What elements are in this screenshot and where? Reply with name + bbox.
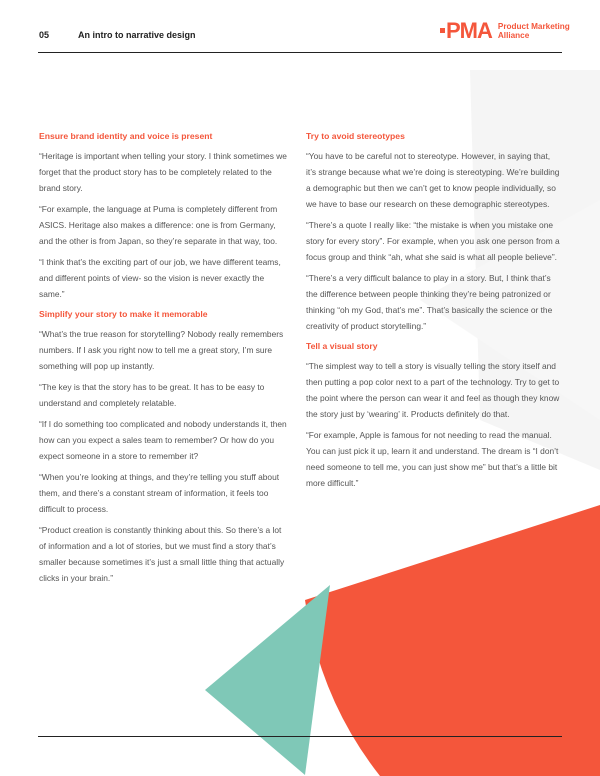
paragraph: “When you’re looking at things, and they’re telling you stuff about them, and there’s a constant stream of information, it feels too difficult to process. — [39, 472, 280, 514]
logo-dot-icon — [440, 28, 445, 33]
paragraph: “There’s a quote I really like: “the mistake is when you mistake one story for every story”. For example, when you ask one person from a focus group and think “ah, what she said is what all people believe”. — [306, 220, 560, 262]
logo-line-1: Product Marketing — [497, 21, 570, 31]
paragraph: “Product creation is constantly thinking about this. So there’s a lot of information and a lot of stories, but we must find a story that’s smaller because sometimes it’s just a small little thing that actually clicks in your brain.” — [39, 525, 285, 583]
paragraph: “For example, Apple is famous for not needing to read the manual. You can just pick it up, learn it and understand. The dream is “I don’t need someone to tell me, you can just show me” but that’s a little bit more difficult.” — [306, 430, 559, 488]
footer-divider — [38, 736, 562, 737]
paragraph: “I think that’s the exciting part of our job, we have different teams, and different points of view- so the vision is never exactly the same.” — [39, 257, 281, 299]
pma-logo[interactable] — [440, 18, 570, 44]
left-column — [39, 129, 289, 591]
logo-wordmark — [498, 22, 570, 41]
section-heading: Simplify your story to make it memorable — [39, 309, 208, 319]
paragraph: “There’s a very difficult balance to play in a story. But, I think that’s the difference between people thinking they’re being patronized or thinking “oh my God, that’s me”. That’s basically the science or the creativity of product storytelling.” — [306, 273, 553, 331]
logo-line-2: Alliance — [497, 31, 530, 40]
section-heading: Ensure brand identity and voice is present — [39, 131, 213, 141]
header-divider — [38, 52, 562, 53]
paragraph: “The simplest way to tell a story is visually telling the story itself and then putting a pop color next to a part of the technology. Try to get to the point where the person can wear it and feel as though they know the story just by ‘wearing’ it. Products definitely do that. — [306, 361, 560, 419]
paragraph: “What’s the true reason for storytelling? Nobody really remembers numbers. If I ask you right now to tell me a great story, I’m sure something will pop up instantly. — [39, 329, 284, 371]
teal-triangle — [205, 585, 330, 775]
paragraph: “Heritage is important when telling your story. I think sometimes we forget that the product story has to be completely related to the brand story. — [39, 151, 287, 193]
paragraph: “The key is that the story has to be great. It has to be easy to understand and completely relatable. — [39, 382, 265, 408]
logo-mark: PMA — [440, 20, 492, 42]
page-number: 05 — [39, 30, 50, 40]
section-heading: Tell a visual story — [306, 341, 378, 351]
paragraph: “For example, the language at Puma is completely different from ASICS. Heritage also makes a difference: one is from Germany, and the other is from Japan, so they’re separate in that way, too. — [39, 204, 278, 246]
section-heading: Try to avoid stereotypes — [306, 131, 405, 141]
paragraph: “You have to be careful not to stereotype. However, in saying that, it’s strange because what we’re doing is stereotyping. We’re building a demographic but then we can’t get to know people individually, so we have to base our research on these demographic stereotypes. — [306, 151, 560, 209]
right-column — [306, 129, 562, 496]
page-subject: An intro to narrative design — [78, 30, 196, 40]
paragraph: “If I do something too complicated and nobody understands it, then how can you expect a sales team to remember? Or how do you expect someone in a store to remember it? — [39, 419, 287, 461]
